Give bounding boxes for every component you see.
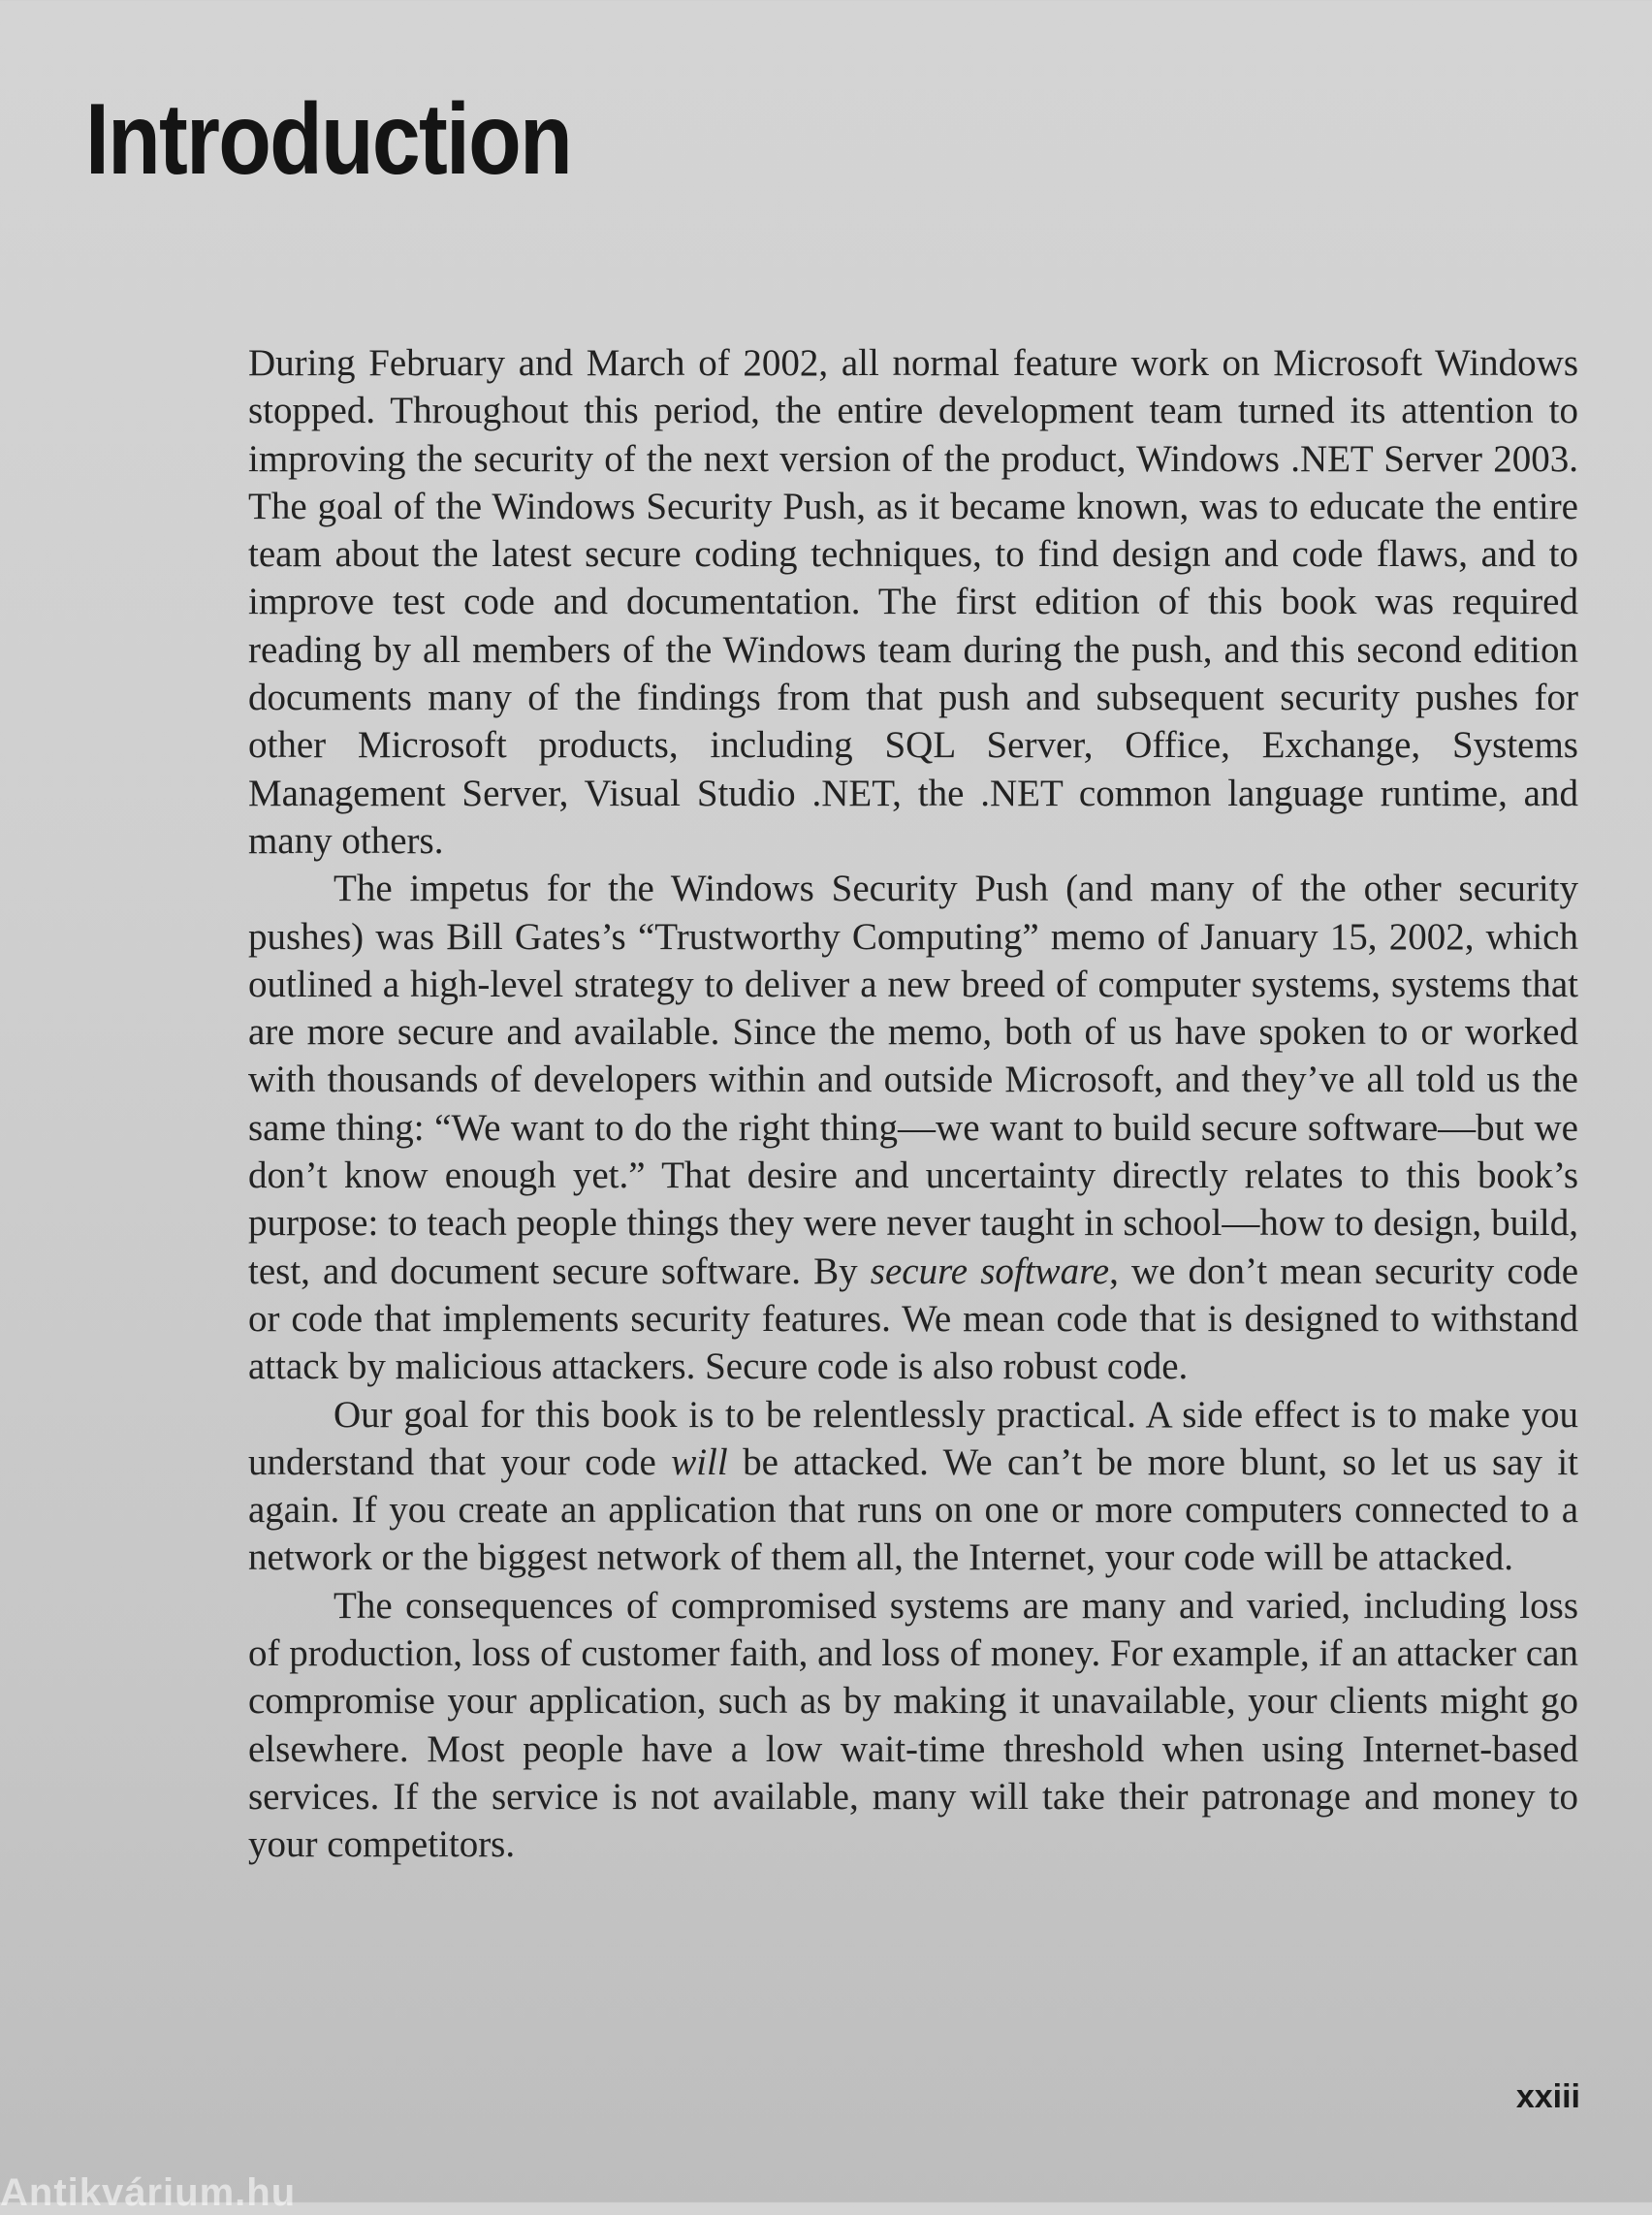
paragraph-4	[248, 1582, 1578, 1869]
paragraph-4-text: The consequences of compromised systems are many and varied, including loss of production, loss of customer faith, and loss of money. For example, if an attacker can compromise your application, such as by making it unavailable, your clients might go elsewhere. Most people have a low wait-time threshold when using Internet-based services. If the service is not available, many will take their patronage and money to your competitors.	[248, 1584, 1578, 1866]
paragraph-1-text: During February and March of 2002, all normal feature work on Microsoft Windows stopped. Throughout this period, the entire development team turned its attention to improving the security of the next version of the product, Windows .NET Server 2003. The goal of the Windows Security Push, as it became known, was to educate the entire team about the latest secure coding techniques, to find design and code flaws, and to improve test code and documentation. The first edition of this book was required reading by all members of the Windows team during the push, and this second edition documents many of the findings from that push and subsequent security pushes for other Microsoft products, including SQL Server, Office, Exchange, Systems Management Server, Visual Studio .NET, the .NET common language runtime, and many others.	[248, 342, 1578, 862]
paragraph-3-text-b: be attacked. We can’t be more blunt, so let us say it again. If you create an application that runs on one or more computers connected to a network or the biggest network of them all, the Internet, your code will be attacked.	[248, 1440, 1578, 1579]
paragraph-3-emphasis: will	[671, 1440, 728, 1483]
paragraph-1	[248, 339, 1578, 865]
paragraph-3-text-a: Our goal for this book is to be relentlessly practical. A side effect is to make you understand that your code	[248, 1393, 1578, 1483]
paragraph-2-text-b: , we don’t mean security code or code that implements security features. We mean code that is designed to withstand attack by malicious attackers. Secure code is also robust code.	[248, 1250, 1578, 1388]
page-number: xxiii	[1515, 2078, 1580, 2115]
paragraph-2	[248, 865, 1578, 1390]
watermark: Antikvárium.hu	[0, 2171, 297, 2214]
chapter-title: Introduction	[85, 83, 571, 196]
paragraph-2-emphasis: secure software	[870, 1250, 1110, 1292]
paragraph-3	[248, 1391, 1578, 1582]
body-text	[248, 339, 1578, 1869]
paragraph-2-text-a: The impetus for the Windows Security Push (and many of the other security pushes) was Bill Gates’s “Trustworthy Computing” memo of January 15, 2002, which outlined a high-level strategy to deliver a new breed of computer systems, systems that are more secure and available. Since the memo, both of us have spoken to or worked with thousands of developers within and outside Microsoft, and they’ve all told us the same thing: “We want to do the right thing—we want to build secure software—but we don’t know enough yet.” That desire and uncertainty directly relates to this book’s purpose: to teach people things they were never taught in school—how to design, build, test, and document secure software. By	[248, 868, 1578, 1292]
